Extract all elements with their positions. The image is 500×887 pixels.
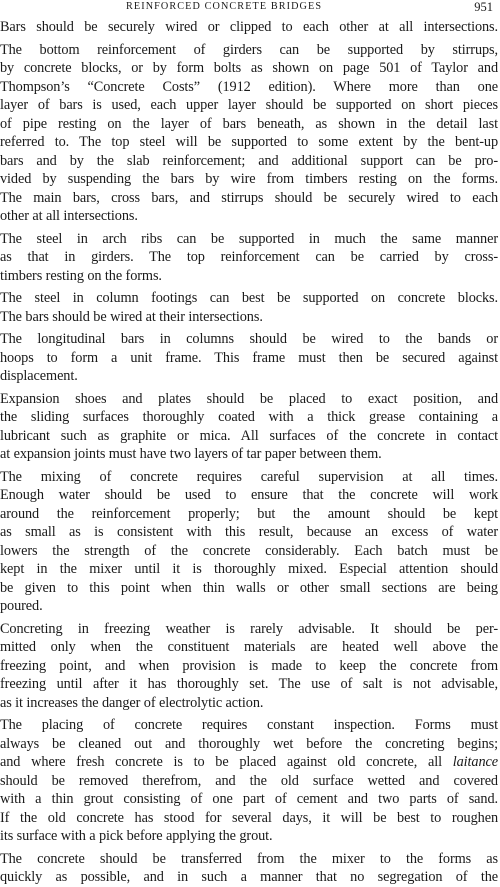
paragraph-3 [0, 230, 498, 286]
text-line: referred to. The top steel will be supported to some extent by the bent-up [0, 134, 498, 150]
text-line: as small as is consistent with this result, because an excess of water [0, 524, 498, 540]
text-line: lowers the strength of the concrete considerably. Each batch must be [0, 542, 498, 559]
text-line: The mixing of concrete requires careful supervision at all times. [0, 468, 498, 485]
text-line: quickly as possible, and in such a manner that no segregation of the [0, 869, 498, 885]
paragraph-1 [0, 18, 498, 37]
paragraph-2 [0, 41, 498, 226]
text-line: the sliding surfaces thoroughly coated with a thick grease containing a [0, 409, 498, 425]
text-line: be given to this point when thin walls or other small sections are being [0, 579, 498, 596]
text-line: lubricant such as graphite or mica. All surfaces of the concrete in contact [0, 427, 498, 444]
text-line: mitted only when the constituent materials are heated well above the [0, 639, 498, 655]
text-line: If the old concrete has stood for several days, it will be best to roughen [0, 809, 498, 826]
text-line: vided by suspending the bars by wire from timbers resting on the forms. [0, 171, 498, 187]
text-line: freezing point, and when provision is made to keep the concrete from [0, 657, 498, 674]
italic-term: laitance [452, 754, 498, 770]
paragraph-4 [0, 289, 498, 326]
text-line: The main bars, cross bars, and stirrups should be securely wired to each [0, 189, 498, 206]
text-line: bars and by the slab reinforcement; and additional support can be pro- [0, 152, 498, 169]
text-line: at expansion joints must have two layers of tar paper between them. [0, 446, 382, 462]
text-line: always be cleaned out and thoroughly wet before the concreting begins; [0, 735, 498, 752]
text-line: Thompson’s “Concrete Costs” (1912 edition). Where more than one [0, 78, 498, 95]
text-line: layer of bars is used, each upper layer should be supported on short pieces [0, 97, 498, 113]
text-line: Concreting in freezing weather is rarely advisable. It should be per- [0, 620, 498, 637]
text-line: The bars should be wired at their intersections. [0, 308, 263, 325]
text-line: as that in girders. The top reinforcement can be carried by cross- [0, 249, 498, 265]
text-line: Enough water should be used to ensure that the concrete will work [0, 487, 498, 503]
body-text [0, 18, 498, 887]
page-header [0, 0, 500, 14]
text-line: displacement. [0, 368, 78, 384]
text-line: The longitudinal bars in columns should be wired to the bands or [0, 331, 498, 347]
text-line: timbers resting on the forms. [0, 267, 162, 284]
text-line: The concrete should be transferred from the mixer to the forms as [0, 850, 498, 867]
text-line: and where fresh concrete is to be placed against old concrete, all laitance [0, 754, 498, 770]
paragraph-9 [0, 716, 498, 846]
paragraph-5 [0, 330, 498, 386]
paragraph-10 [0, 850, 498, 887]
text-line: The placing of concrete requires constant inspection. Forms must [0, 717, 498, 733]
paragraph-7 [0, 468, 498, 616]
text-line: should be removed therefrom, and the old surface wetted and covered [0, 772, 498, 789]
text-line: its surface with a pick before applying the grout. [0, 828, 273, 844]
page-number: 951 [474, 0, 493, 14]
text-line: Bars should be securely wired or clipped to each other at all intersections. [0, 19, 498, 35]
text-line: around the reinforcement properly; but the amount should be kept [0, 505, 498, 522]
text-line: other at all intersections. [0, 208, 138, 224]
text-line: kept in the mixer until it is thoroughly mixed. Especial attention should [0, 561, 498, 577]
text-line: Expansion shoes and plates should be placed to exact position, and [0, 390, 498, 407]
text-line: as it increases the danger of electrolytic action. [0, 694, 264, 711]
running-title: REINFORCED CONCRETE BRIDGES [126, 1, 323, 12]
text-line: of pipe resting on the layer of bars beneath, as shown in the detail last [0, 115, 498, 132]
text-line: The steel in arch ribs can be supported in much the same manner [0, 230, 498, 247]
paragraph-8 [0, 620, 498, 713]
text-line: The steel in column footings can best be supported on concrete blocks. [0, 290, 498, 306]
text-line: by concrete blocks, or by form bolts as shown on page 501 of Taylor and [0, 60, 498, 76]
text-line: with a thin grout consisting of one part of cement and two parts of sand. [0, 791, 498, 807]
text-line: poured. [0, 598, 43, 614]
text-line: freezing until after it has thoroughly set. The use of salt is not advisable, [0, 676, 498, 692]
paragraph-6 [0, 390, 498, 464]
text-line: The bottom reinforcement of girders can be supported by stirrups, [0, 41, 498, 58]
text-line: hoops to form a unit frame. This frame must then be secured against [0, 349, 498, 366]
